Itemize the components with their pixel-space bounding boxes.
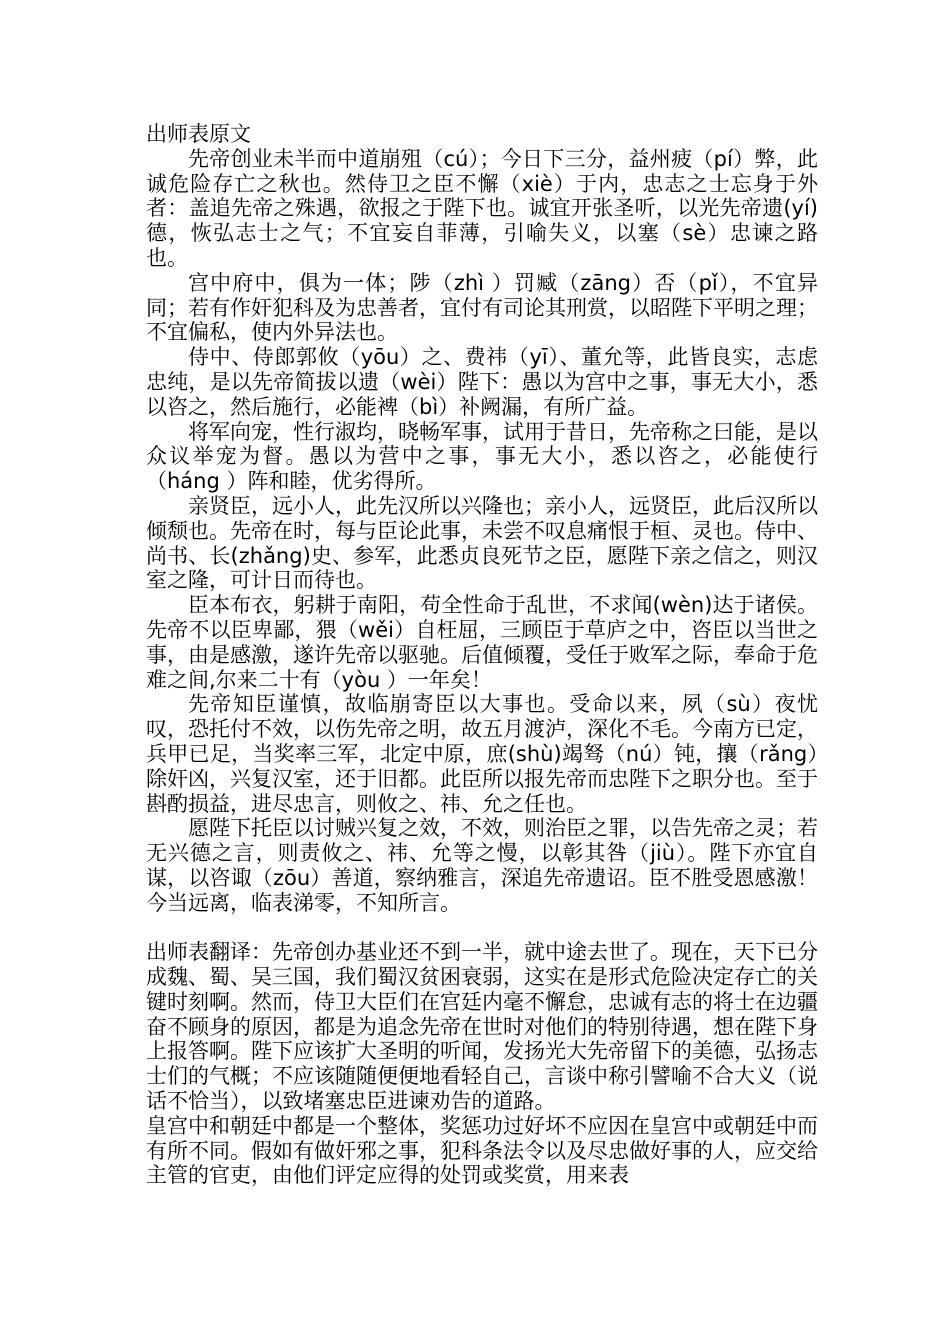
original-paragraph-1: 先帝创业未半而中道崩殂（cú）；今日下三分，益州疲（pí）弊，此诚危险存亡之秋也。然侍卫之臣不懈（xiè）于内，忠志之士忘身于外者：盖追先帝之殊遇，欲报之于陛下也。诚宜开张圣听，以光先帝遗(yí)德，恢弘志士之气；不宜妄自菲薄，引喻失义，以塞（sè）忠谏之路也。: [146, 146, 818, 270]
document-title: 出师表原文: [146, 122, 251, 146]
original-paragraph-4: 将军向宠，性行淑均，晓畅军事，试用于昔日，先帝称之曰能，是以众议举宠为督。愚以为营中之事，事无大小，悉以咨之，必能使行（háng ）阵和睦，优劣得所。: [146, 419, 818, 494]
section-spacer: [146, 916, 818, 941]
document-page: [146, 122, 818, 1188]
translation-paragraph-1: 出师表翻译：先帝创办基业还不到一半，就中途去世了。现在，天下已分成魏、蜀、吴三国，我们蜀汉贫困衰弱，这实在是形式危险决定存亡的关键时刻啊。然而，侍卫大臣们在宫廷内毫不懈怠，忠诚有志的将士在边疆奋不顾身的原因，都是为追念先帝在世时对他们的特别待遇，想在陛下身上报答啊。陛下应该扩大圣明的听闻，发扬光大先帝留下的美德，弘扬志士们的气概；不应该随随便便地看轻自己，言谈中称引譬喻不合大义（说话不恰当），以致堵塞忠臣进谏劝告的道路。: [146, 940, 818, 1114]
original-paragraph-7: 先帝知臣谨慎，故临崩寄臣以大事也。受命以来，夙（sù）夜忧叹，恐托付不效，以伤先帝之明，故五月渡泸，深化不毛。今南方已定，兵甲已足，当奖率三军，北定中原，庶(shù)竭驽（nú）钝，攘（rǎng）除奸凶，兴复汉室，还于旧都。此臣所以报先帝而忠陛下之职分也。至于斟酌损益，进尽忠言，则攸之、祎、允之任也。: [146, 692, 818, 816]
original-paragraph-8: 愿陛下托臣以讨贼兴复之效，不效，则治臣之罪，以告先帝之灵；若无兴德之言，则责攸之、祎、允等之慢，以彰其咎（jiù）。陛下亦宜自谋，以咨诹（zōu）善道，察纳雅言，深追先帝遗诏。臣不胜受恩感激！ 今当远离，临表涕零，不知所言。: [146, 816, 818, 915]
original-paragraph-6: 臣本布衣，躬耕于南阳，苟全性命于乱世，不求闻(wèn)达于诸侯。先帝不以臣卑鄙，猥（wěi）自枉屈，三顾臣于草庐之中，咨臣以当世之事，由是感激，遂许先帝以驱驰。后值倾覆，受任于败军之际，奉命于危难之间,尔来二十有（yòu ）一年矣！: [146, 593, 818, 692]
translation-paragraph-2: 皇宫中和朝廷中都是一个整体，奖惩功过好坏不应因在皇宫中或朝廷中而有所不同。假如有做奸邪之事，犯科条法令以及尽忠做好事的人，应交给主管的官吏，由他们评定应得的处罚或奖赏，用来表: [146, 1113, 818, 1188]
original-paragraph-5: 亲贤臣，远小人，此先汉所以兴隆也；亲小人，远贤臣，此后汉所以倾颓也。先帝在时，每与臣论此事，未尝不叹息痛恨于桓、灵也。侍中、尚书、长(zhǎng)史、参军，此悉贞良死节之臣，愿陛下亲之信之，则汉室之隆，可计日而待也。: [146, 493, 818, 593]
original-paragraph-3: 侍中、侍郎郭攸（yōu）之、费祎（yī）、董允等，此皆良实，志虑忠纯，是以先帝简拔以遗（wèi）陛下：愚以为宫中之事，事无大小，悉以咨之，然后施行，必能裨（bì）补阙漏，有所广益。: [146, 345, 818, 419]
original-paragraph-2: 宫中府中，俱为一体；陟（zhì ）罚臧（zāng）否（pǐ），不宜异同；若有作奸犯科及为忠善者，宜付有司论其刑赏，以昭陛下平明之理；不宜偏私，使内外异法也。: [146, 270, 818, 345]
